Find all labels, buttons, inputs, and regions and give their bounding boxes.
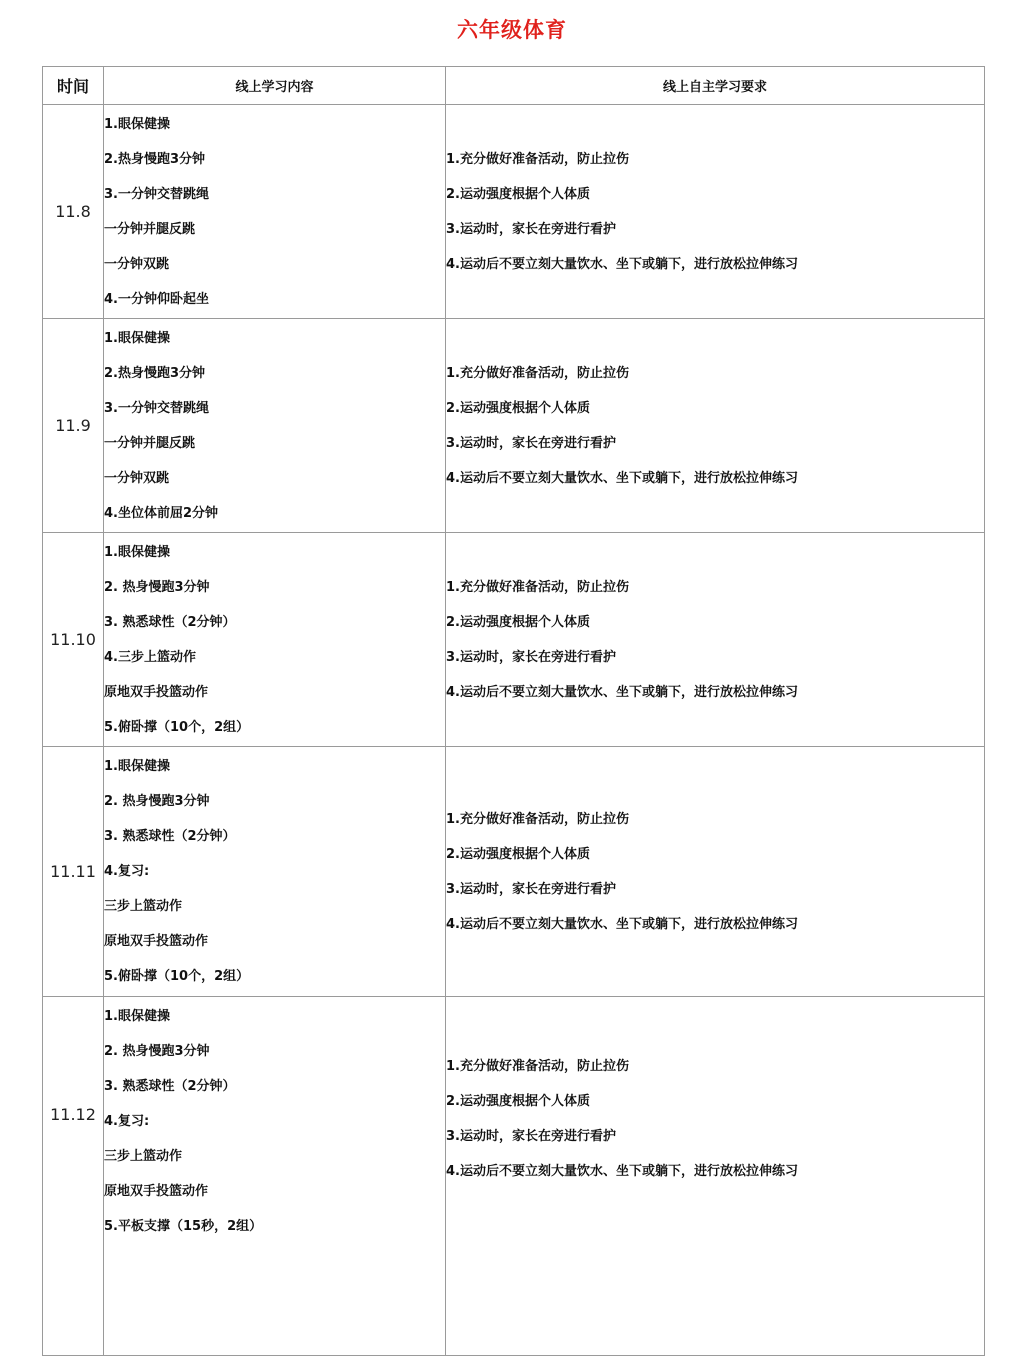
content-line: 4.复习: <box>104 1114 150 1129</box>
schedule-table <box>42 66 985 1356</box>
header-requirements: 线上自主学习要求 <box>446 67 985 105</box>
requirement-line: 4.运动后不要立刻大量饮水、坐下或躺下，进行放松拉伸练习 <box>446 684 798 700</box>
requirements-cell <box>446 997 985 1356</box>
content-line: 1.眼保健操 <box>104 544 170 560</box>
content-line: 1.眼保健操 <box>104 330 170 346</box>
requirements-cell <box>446 319 985 533</box>
content-line: 3. 熟悉球性（2分钟） <box>104 1079 236 1094</box>
table-header-row <box>43 67 985 105</box>
content-line: 4.三步上篮动作 <box>104 649 196 665</box>
requirements-cell <box>446 747 985 997</box>
table-row <box>43 997 985 1356</box>
content-line: 1.眼保健操 <box>104 116 170 132</box>
header-content: 线上学习内容 <box>104 67 446 105</box>
requirement-line: 4.运动后不要立刻大量饮水、坐下或躺下，进行放松拉伸练习 <box>446 916 798 932</box>
content-cell <box>104 997 446 1356</box>
content-line: 3. 熟悉球性（2分钟） <box>104 614 236 630</box>
requirement-line: 4.运动后不要立刻大量饮水、坐下或躺下，进行放松拉伸练习 <box>446 256 798 272</box>
date-cell: 11.8 <box>43 105 104 319</box>
content-line: 5.平板支撑（15秒，2组） <box>104 1219 263 1234</box>
requirement-line: 3.运动时，家长在旁进行看护 <box>446 881 616 897</box>
header-time: 时间 <box>43 67 104 105</box>
requirement-line: 1.充分做好准备活动，防止拉伤 <box>446 811 629 827</box>
content-line: 3.一分钟交替跳绳 <box>104 400 209 416</box>
content-line: 1.眼保健操 <box>104 759 170 774</box>
content-line: 3.一分钟交替跳绳 <box>104 186 209 202</box>
content-line: 一分钟双跳 <box>104 470 170 486</box>
content-line: 2. 热身慢跑3分钟 <box>104 579 210 595</box>
content-line: 原地双手投篮动作 <box>104 1184 209 1199</box>
requirement-line: 1.充分做好准备活动，防止拉伤 <box>446 579 629 595</box>
content-line: 三步上篮动作 <box>104 899 183 914</box>
requirement-line: 2.运动强度根据个人体质 <box>446 186 590 202</box>
page-title: 六年级体育 <box>457 18 567 42</box>
content-cell <box>104 747 446 997</box>
content-line: 1.眼保健操 <box>104 1009 170 1024</box>
requirement-line: 3.运动时，家长在旁进行看护 <box>446 435 616 451</box>
requirements-cell <box>446 533 985 747</box>
requirement-line: 4.运动后不要立刻大量饮水、坐下或躺下，进行放松拉伸练习 <box>446 1164 798 1179</box>
content-line: 三步上篮动作 <box>104 1149 183 1164</box>
table-row <box>43 105 985 319</box>
content-line: 4.复习: <box>104 864 150 879</box>
requirements-cell <box>446 105 985 319</box>
requirement-line: 3.运动时，家长在旁进行看护 <box>446 1129 616 1144</box>
content-line: 一分钟并腿反跳 <box>104 435 196 451</box>
requirement-line: 4.运动后不要立刻大量饮水、坐下或躺下，进行放松拉伸练习 <box>446 470 798 486</box>
content-line: 一分钟并腿反跳 <box>104 221 196 237</box>
requirement-line: 1.充分做好准备活动，防止拉伤 <box>446 365 629 381</box>
table-row <box>43 747 985 997</box>
table-row <box>43 319 985 533</box>
requirement-line: 1.充分做好准备活动，防止拉伤 <box>446 1059 629 1074</box>
content-line: 2.热身慢跑3分钟 <box>104 365 206 381</box>
content-line: 4.坐位体前屈2分钟 <box>104 505 219 521</box>
requirement-line: 2.运动强度根据个人体质 <box>446 1094 590 1109</box>
requirement-line: 2.运动强度根据个人体质 <box>446 614 590 630</box>
table-row <box>43 533 985 747</box>
content-cell <box>104 319 446 533</box>
content-line: 3. 熟悉球性（2分钟） <box>104 829 236 844</box>
content-line: 原地双手投篮动作 <box>104 684 209 700</box>
content-line: 原地双手投篮动作 <box>104 934 209 949</box>
date-cell: 11.12 <box>43 997 104 1356</box>
date-cell: 11.11 <box>43 747 104 997</box>
content-cell <box>104 105 446 319</box>
content-line: 5.俯卧撑（10个，2组） <box>104 969 250 984</box>
content-line: 2.热身慢跑3分钟 <box>104 151 206 167</box>
content-line: 4.一分钟仰卧起坐 <box>104 291 209 307</box>
date-cell: 11.10 <box>43 533 104 747</box>
requirement-line: 2.运动强度根据个人体质 <box>446 400 590 416</box>
content-cell <box>104 533 446 747</box>
content-line: 5.俯卧撑（10个，2组） <box>104 719 250 735</box>
content-line: 2. 热身慢跑3分钟 <box>104 794 210 809</box>
content-line: 一分钟双跳 <box>104 256 170 272</box>
schedule-body <box>43 105 985 1356</box>
content-line: 2. 热身慢跑3分钟 <box>104 1044 210 1059</box>
requirement-line: 1.充分做好准备活动，防止拉伤 <box>446 151 629 167</box>
date-cell: 11.9 <box>43 319 104 533</box>
requirement-line: 2.运动强度根据个人体质 <box>446 846 590 862</box>
requirement-line: 3.运动时，家长在旁进行看护 <box>446 221 616 237</box>
requirement-line: 3.运动时，家长在旁进行看护 <box>446 649 616 665</box>
